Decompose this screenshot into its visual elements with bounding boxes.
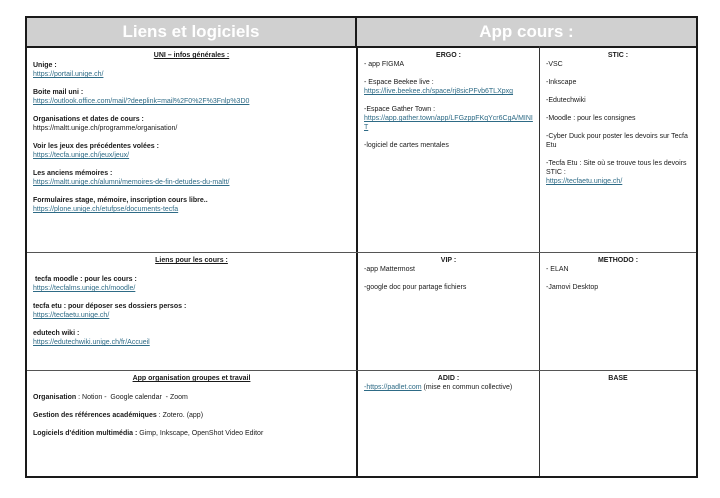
ergo-beekee: - Espace Beekee live : — [364, 79, 434, 86]
cell-vip — [358, 253, 539, 370]
label-formulaires: Formulaires stage, mémoire, inscription cours libre.. — [33, 197, 208, 204]
col-title-base: BASE — [608, 375, 628, 382]
label-organisations: Organisations et dates de cours : — [33, 116, 144, 123]
item-moodle — [33, 275, 350, 293]
link-tecfalms[interactable]: https://tecfalms.unige.ch/moodle/ — [33, 285, 136, 292]
label-references: Gestion des références académiques — [33, 412, 157, 419]
ergo-cartes: -logiciel de cartes mentales — [364, 142, 449, 149]
col-title-adid: ADID : — [437, 375, 460, 382]
item-tecfa-etu — [33, 302, 350, 320]
link-tecfaetu[interactable]: https://tecfaetu.unige.ch/ — [33, 312, 110, 319]
label-multimedia: Logiciels d'édition multimédia : — [33, 430, 138, 437]
label-moodle: tecfa moodle : pour les cours : — [33, 276, 137, 283]
cell-liens-cours — [27, 253, 356, 370]
text-multimedia: Gimp, Inkscape, OpenShot Video Editor — [137, 430, 264, 437]
link-beekee[interactable]: https://live.beekee.ch/space/rj8sicPFvb6TLXpxg — [364, 88, 514, 95]
link-formulaires[interactable]: https://plone.unige.ch/etufpse/documents-tecfa — [33, 206, 179, 213]
adid-padlet — [364, 383, 533, 392]
link-portail-unige[interactable]: https://portail.unige.ch/ — [33, 71, 104, 78]
text-organisation-url: https://maltt.unige.ch/programme/organisation/ — [33, 125, 178, 132]
label-edutech: edutech wiki : — [33, 330, 80, 337]
text-organisation: : Notion - Google calendar - Zoom — [76, 394, 188, 401]
adid-padlet-note: (mise en commun collective) — [421, 384, 513, 391]
link-tecfa-jeux[interactable]: https://tecfa.unige.ch/jeux/jeux/ — [33, 152, 130, 159]
item-organisation — [33, 393, 350, 402]
col-title-methodo: METHODO : — [597, 257, 639, 264]
stic-moodle: -Moodle : pour les consignes — [546, 115, 636, 122]
item-multimedia — [33, 429, 350, 438]
item-memoires — [33, 169, 350, 187]
item-edutech — [33, 329, 350, 347]
stic-vsc: -VSC — [546, 61, 563, 68]
col-title-stic: STIC : — [607, 52, 629, 59]
item-references — [33, 411, 350, 420]
section-title-uni: UNI – infos générales : — [153, 52, 230, 59]
label-memoires: Les anciens mémoires : — [33, 170, 113, 177]
vip-google-doc: -google doc pour partage fichiers — [364, 284, 467, 291]
ergo-gather: -Espace Gather Town : — [364, 106, 436, 113]
item-unige — [33, 61, 350, 79]
item-organisations — [33, 115, 350, 133]
label-tecfa-etu: tecfa etu : pour déposer ses dossiers persos : — [33, 303, 187, 310]
cell-adid — [358, 371, 539, 476]
item-boite-mail — [33, 88, 350, 106]
item-jeux — [33, 142, 350, 160]
item-formulaires — [33, 196, 350, 214]
methodo-jamovi: -Jamovi Desktop — [546, 284, 599, 291]
cell-app-organisation — [27, 371, 356, 476]
document-table — [25, 16, 698, 478]
link-edutechwiki[interactable]: https://edutechwiki.unige.ch/fr/Accueil — [33, 339, 150, 346]
section-title-cours: Liens pour les cours : — [155, 257, 228, 264]
stic-tecfa-etu: -Tecfa Etu : Site où se trouve tous les devoirs STIC : — [546, 160, 687, 176]
label-unige: Unige : — [33, 62, 57, 69]
link-memoires[interactable]: https://maltt.unige.ch/alumni/memoires-de-fin-detudes-du-maltt/ — [33, 179, 230, 186]
link-padlet[interactable]: -https://padlet.com — [364, 384, 422, 391]
col-title-ergo: ERGO : — [436, 52, 461, 59]
cell-base — [540, 371, 696, 476]
header-liens-logiciels: Liens et logiciels — [27, 18, 357, 48]
cell-ergo — [358, 48, 539, 252]
stic-cyberduck: -Cyber Duck pour poster les devoirs sur Tecfa Etu — [546, 133, 688, 149]
link-outlook[interactable]: https://outlook.office.com/mail/?deeplink=mail%2F0%2F%3Fnlp%3D0 — [33, 98, 250, 105]
link-gather[interactable]: https://app.gather.town/app/LFGzppFKqYcr6CgA/MINIT — [364, 115, 533, 131]
stic-edutechwiki: -Edutechwiki — [546, 97, 586, 104]
section-title-orga: App organisation groupes et travail — [132, 375, 251, 382]
cell-methodo — [540, 253, 696, 370]
text-references: : Zotero. (app) — [156, 412, 204, 419]
label-boite-mail: Boite mail uni : — [33, 89, 84, 96]
label-organisation: Organisation — [33, 394, 77, 401]
stic-inkscape: -Inkscape — [546, 79, 577, 86]
ergo-figma: - app FIGMA — [364, 61, 405, 68]
methodo-elan: - ELAN — [546, 266, 569, 273]
cell-stic — [540, 48, 696, 252]
vip-mattermost: -app Mattermost — [364, 266, 415, 273]
col-title-vip: VIP : — [440, 257, 457, 264]
header-app-cours: App cours : — [357, 18, 696, 48]
label-jeux: Voir les jeux des précédentes volées : — [33, 143, 159, 150]
link-stic-tecfaetu[interactable]: https://tecfaetu.unige.ch/ — [546, 178, 623, 185]
cell-uni-infos — [27, 48, 356, 252]
